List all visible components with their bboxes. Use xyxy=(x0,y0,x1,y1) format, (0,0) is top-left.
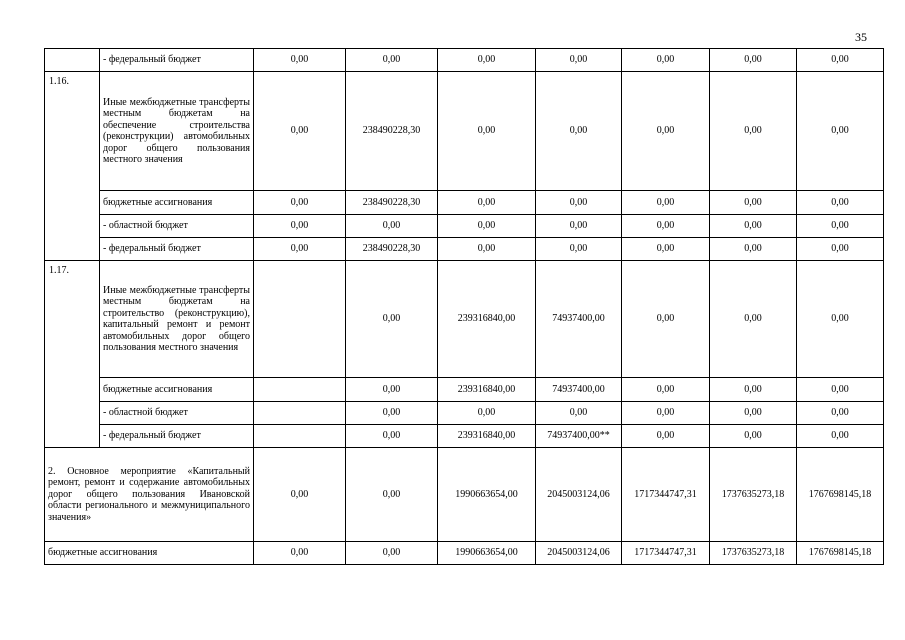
item-description: Иные межбюджетные трансферты местным бюджетам на строительство (реконструкцию), капитальный ремонт и ремонт автомобильных дорог общего пользования местного значения xyxy=(100,261,254,378)
value-cell: 0,00 xyxy=(797,378,884,402)
value-cell: 0,00 xyxy=(438,215,536,238)
value-cell: 0,00 xyxy=(797,49,884,72)
value-cell: 0,00 xyxy=(536,215,622,238)
value-cell xyxy=(254,261,346,378)
value-cell: 0,00 xyxy=(797,261,884,378)
value-cell: 0,00 xyxy=(710,425,797,448)
row-label: - областной бюджет xyxy=(100,402,254,425)
value-cell: 0,00 xyxy=(710,238,797,261)
table-row xyxy=(45,238,884,261)
value-cell: 0,00 xyxy=(622,72,710,191)
value-cell: 1990663654,00 xyxy=(438,448,536,542)
value-cell: 0,00 xyxy=(797,238,884,261)
table-row xyxy=(45,542,884,565)
value-cell: 74937400,00** xyxy=(536,425,622,448)
value-cell: 0,00 xyxy=(254,215,346,238)
value-cell: 0,00 xyxy=(346,215,438,238)
value-cell xyxy=(254,425,346,448)
value-cell: 0,00 xyxy=(254,238,346,261)
table-row xyxy=(45,425,884,448)
page-number: 35 xyxy=(855,30,867,44)
value-cell: 0,00 xyxy=(622,238,710,261)
value-cell: 238490228,30 xyxy=(346,191,438,215)
value-cell: 0,00 xyxy=(438,49,536,72)
value-cell: 0,00 xyxy=(622,191,710,215)
value-cell: 0,00 xyxy=(710,215,797,238)
value-cell: 0,00 xyxy=(710,191,797,215)
number-cell xyxy=(45,49,100,72)
value-cell: 0,00 xyxy=(438,191,536,215)
value-cell: 0,00 xyxy=(254,191,346,215)
value-cell: 1717344747,31 xyxy=(622,542,710,565)
value-cell: 0,00 xyxy=(622,215,710,238)
value-cell: 0,00 xyxy=(797,191,884,215)
value-cell: 0,00 xyxy=(797,215,884,238)
value-cell: 1767698145,18 xyxy=(797,542,884,565)
table-row xyxy=(45,72,884,191)
value-cell: 0,00 xyxy=(797,402,884,425)
value-cell: 2045003124,06 xyxy=(536,448,622,542)
value-cell: 0,00 xyxy=(710,49,797,72)
table-row xyxy=(45,49,884,72)
value-cell: 0,00 xyxy=(797,72,884,191)
value-cell: 74937400,00 xyxy=(536,261,622,378)
value-cell: 239316840,00 xyxy=(438,378,536,402)
table-row xyxy=(45,448,884,542)
row-label: бюджетные ассигнования xyxy=(100,378,254,402)
value-cell: 0,00 xyxy=(254,448,346,542)
value-cell: 1767698145,18 xyxy=(797,448,884,542)
value-cell xyxy=(254,378,346,402)
row-label: бюджетные ассигнования xyxy=(45,542,254,565)
table-row xyxy=(45,402,884,425)
value-cell: 0,00 xyxy=(346,448,438,542)
value-cell: 74937400,00 xyxy=(536,378,622,402)
value-cell: 0,00 xyxy=(622,378,710,402)
value-cell: 0,00 xyxy=(346,542,438,565)
value-cell: 0,00 xyxy=(536,49,622,72)
value-cell: 239316840,00 xyxy=(438,425,536,448)
value-cell: 0,00 xyxy=(536,72,622,191)
value-cell: 0,00 xyxy=(254,72,346,191)
value-cell: 0,00 xyxy=(346,49,438,72)
table-row xyxy=(45,215,884,238)
value-cell: 238490228,30 xyxy=(346,72,438,191)
item-number: 1.17. xyxy=(45,261,100,448)
value-cell: 0,00 xyxy=(254,49,346,72)
value-cell: 239316840,00 xyxy=(438,261,536,378)
value-cell: 0,00 xyxy=(346,425,438,448)
table-row xyxy=(45,191,884,215)
value-cell: 0,00 xyxy=(536,402,622,425)
value-cell: 0,00 xyxy=(797,425,884,448)
row-label: бюджетные ассигнования xyxy=(100,191,254,215)
value-cell: 0,00 xyxy=(710,402,797,425)
value-cell: 0,00 xyxy=(438,72,536,191)
value-cell: 1990663654,00 xyxy=(438,542,536,565)
value-cell: 0,00 xyxy=(536,191,622,215)
value-cell: 1717344747,31 xyxy=(622,448,710,542)
value-cell: 0,00 xyxy=(622,49,710,72)
value-cell: 0,00 xyxy=(536,238,622,261)
value-cell: 0,00 xyxy=(622,402,710,425)
value-cell: 1737635273,18 xyxy=(710,542,797,565)
value-cell: 1737635273,18 xyxy=(710,448,797,542)
table-row xyxy=(45,378,884,402)
value-cell: 0,00 xyxy=(710,261,797,378)
value-cell: 0,00 xyxy=(254,542,346,565)
value-cell: 2045003124,06 xyxy=(536,542,622,565)
row-label: - федеральный бюджет xyxy=(100,49,254,72)
item-number: 1.16. xyxy=(45,72,100,261)
row-label: - федеральный бюджет xyxy=(100,238,254,261)
value-cell: 0,00 xyxy=(622,425,710,448)
item-description: Иные межбюджетные трансферты местным бюджетам на обеспечение строительства (реконструкции) автомобильных дорог общего пользования местного значения xyxy=(100,72,254,191)
value-cell: 0,00 xyxy=(346,402,438,425)
value-cell: 238490228,30 xyxy=(346,238,438,261)
value-cell: 0,00 xyxy=(346,378,438,402)
value-cell: 0,00 xyxy=(710,72,797,191)
value-cell: 0,00 xyxy=(438,238,536,261)
value-cell: 0,00 xyxy=(710,378,797,402)
row-label: - областной бюджет xyxy=(100,215,254,238)
value-cell xyxy=(254,402,346,425)
value-cell: 0,00 xyxy=(622,261,710,378)
item-description: 2. Основное мероприятие «Капитальный ремонт, ремонт и содержание автомобильных дорог общего пользования Ивановской области регионального и межмуниципального значения» xyxy=(45,448,254,542)
budget-table xyxy=(44,48,884,565)
row-label: - федеральный бюджет xyxy=(100,425,254,448)
value-cell: 0,00 xyxy=(438,402,536,425)
table-row xyxy=(45,261,884,378)
value-cell: 0,00 xyxy=(346,261,438,378)
